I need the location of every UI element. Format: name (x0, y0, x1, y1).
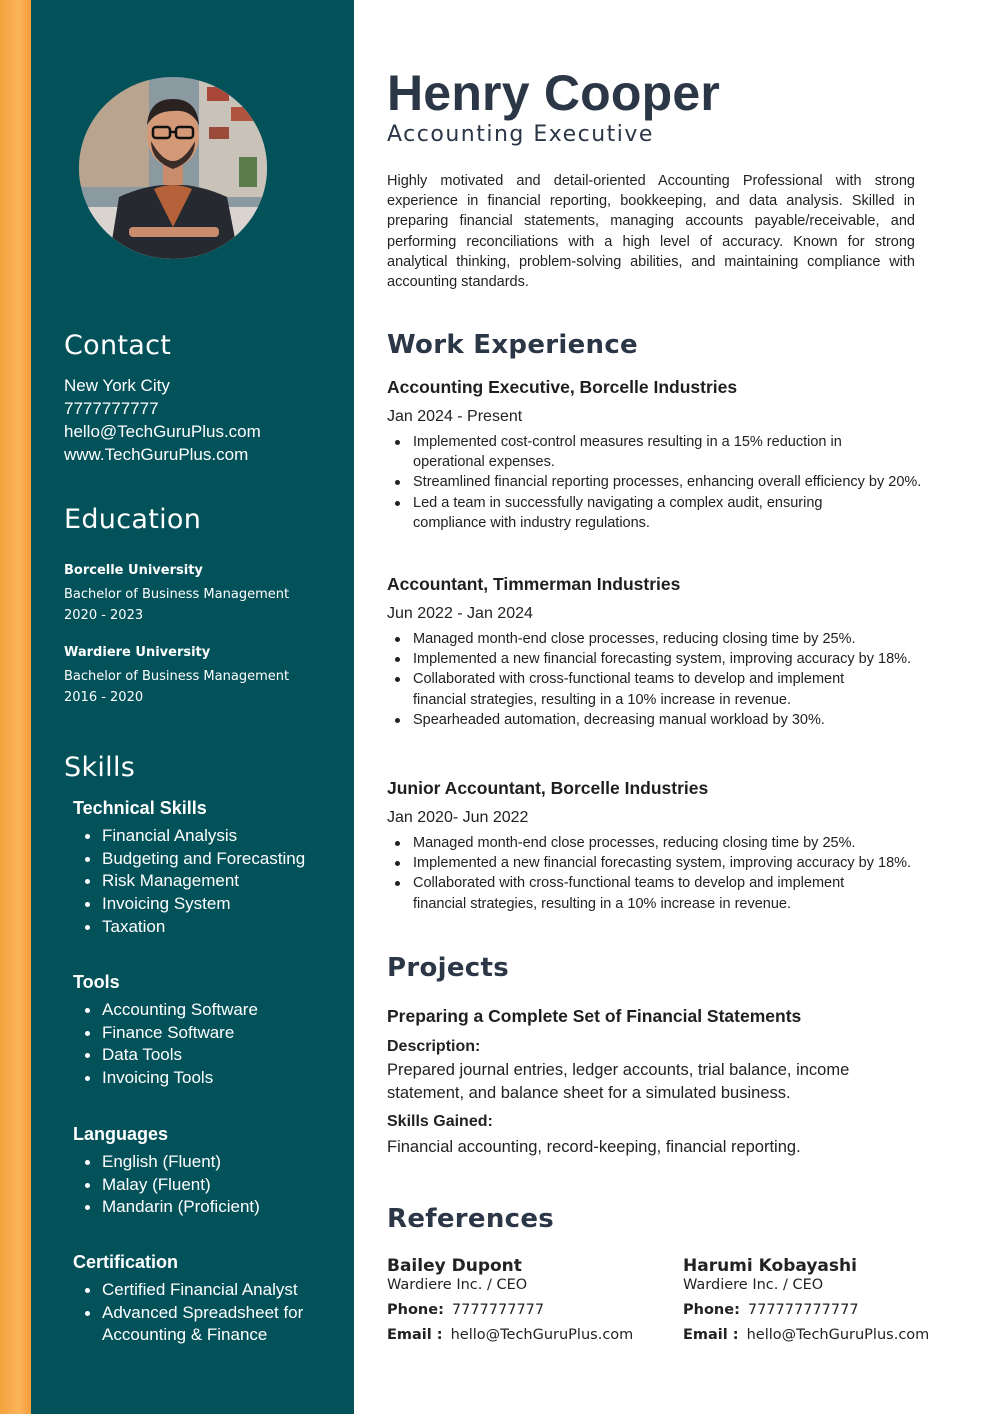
contact-phone: 7777777777 (64, 399, 159, 418)
profile-summary: Highly motivated and detail-oriented Accounting Professional with strong experience in financial reporting, bookkeeping, and data analysis. Skilled in preparing financial statements, managing accounts payable/receivable, and performing reconciliations with a high level of accuracy. Known for strong analytical thinking, problem-solving abilities, and maintaining compliance with accounting standards. (387, 173, 915, 291)
candidate-name: Henry Cooper (387, 65, 721, 121)
skill-group-certification (73, 1251, 353, 1347)
education-degree: Bachelor of Business Management (64, 587, 290, 602)
job-entry (387, 376, 932, 533)
reference-phone-row (683, 1301, 973, 1319)
reference-phone-row (387, 1301, 677, 1319)
reference-phone: 777777777777 (747, 1302, 859, 1318)
job-bullet: Collaborated with cross-functional teams to develop and implement financial strategies, resulting in a 10% increase in revenue. (387, 669, 932, 709)
work-experience-heading: Work Experience (387, 330, 638, 360)
skill-group-tools (73, 971, 353, 1090)
reference-name: Harumi Kobayashi (683, 1256, 857, 1276)
reference-phone-label: Phone: (387, 1302, 444, 1318)
job-title: Junior Accountant, Borcelle Industries (387, 778, 709, 798)
job-entry (387, 573, 932, 730)
education-heading: Education (64, 504, 202, 535)
job-bullet: Spearheaded automation, decreasing manual workload by 30%. (387, 710, 932, 730)
education-school: Wardiere University (64, 645, 211, 660)
skill-item: Accounting Software (73, 999, 353, 1022)
contact-list (64, 374, 261, 466)
education-item (64, 562, 289, 626)
skill-item: Taxation (73, 916, 353, 939)
reference-email-label: Email : (683, 1327, 739, 1343)
job-bullets (387, 833, 932, 914)
skills-heading: Skills (64, 752, 136, 783)
reference-email[interactable]: hello@TechGuruPlus.com (450, 1327, 634, 1343)
reference-email-row (683, 1326, 973, 1344)
skill-item: Invoicing System (73, 893, 353, 916)
job-bullet: Streamlined financial reporting processes, enhancing overall efficiency by 20%. (387, 472, 932, 492)
job-dates: Jan 2024 - Present (387, 408, 523, 425)
job-bullets (387, 629, 932, 730)
skill-group-title: Certification (73, 1252, 179, 1272)
job-title: Accountant, Timmerman Industries (387, 574, 681, 594)
skill-group-title: Languages (73, 1124, 169, 1144)
job-bullet: Managed month-end close processes, reducing closing time by 25%. (387, 629, 932, 649)
project-skills-label: Skills Gained: (387, 1113, 493, 1130)
skill-group-technical (73, 797, 353, 939)
contact-email[interactable]: hello@TechGuruPlus.com (64, 422, 261, 441)
skill-item: Mandarin (Proficient) (73, 1196, 353, 1219)
skill-group-title: Tools (73, 972, 120, 992)
reference-org: Wardiere Inc. / CEO (387, 1277, 528, 1293)
sidebar (31, 0, 354, 1414)
reference-email-row (387, 1326, 677, 1344)
project-description-label: Description: (387, 1038, 481, 1055)
reference-email-label: Email : (387, 1327, 443, 1343)
skill-item: Data Tools (73, 1044, 353, 1067)
job-bullet: Implemented a new financial forecasting system, improving accuracy by 18%. (387, 853, 932, 873)
education-item (64, 644, 289, 708)
project-skills: Financial accounting, record-keeping, financial reporting. (387, 1138, 801, 1156)
education-years: 2016 - 2020 (64, 690, 144, 705)
job-bullet: Managed month-end close processes, reducing closing time by 25%. (387, 833, 932, 853)
education-years: 2020 - 2023 (64, 608, 144, 623)
reference-card (387, 1256, 677, 1344)
skill-list (73, 1279, 353, 1347)
skill-item: Invoicing Tools (73, 1067, 353, 1090)
job-bullet: Collaborated with cross-functional teams to develop and implement financial strategies, resulting in a 10% increase in revenue. (387, 873, 932, 913)
project-title: Preparing a Complete Set of Financial Statements (387, 1006, 802, 1026)
education-school: Borcelle University (64, 563, 203, 578)
projects-heading: Projects (387, 953, 510, 983)
job-title: Accounting Executive, Borcelle Industries (387, 377, 738, 397)
skill-list (73, 1151, 353, 1219)
reference-card (683, 1256, 973, 1344)
education-degree: Bachelor of Business Management (64, 669, 290, 684)
candidate-role: Accounting Executive (387, 122, 654, 147)
reference-phone-label: Phone: (683, 1302, 740, 1318)
reference-name: Bailey Dupont (387, 1256, 522, 1276)
skill-group-title: Technical Skills (73, 798, 207, 818)
job-entry (387, 777, 932, 914)
skill-item: English (Fluent) (73, 1151, 353, 1174)
profile-photo-illustration (79, 77, 267, 259)
skill-item: Financial Analysis (73, 825, 353, 848)
skill-item: Finance Software (73, 1022, 353, 1045)
job-dates: Jan 2020- Jun 2022 (387, 809, 529, 826)
job-bullet: Led a team in successfully navigating a complex audit, ensuring compliance with industry regulations. (387, 493, 932, 533)
skill-item: Risk Management (73, 870, 353, 893)
profile-photo (79, 77, 267, 259)
skill-item: Budgeting and Forecasting (73, 848, 353, 871)
skill-group-languages (73, 1123, 353, 1219)
skill-list (73, 825, 353, 939)
contact-heading: Contact (64, 330, 172, 361)
skill-list (73, 999, 353, 1090)
skill-item: Advanced Spreadsheet for Accounting & Finance (73, 1302, 318, 1347)
job-bullet: Implemented cost-control measures resulting in a 15% reduction in operational expenses. (387, 432, 932, 472)
skill-item: Certified Financial Analyst (73, 1279, 353, 1302)
contact-website[interactable]: www.TechGuruPlus.com (64, 445, 249, 464)
project-description: Prepared journal entries, ledger accounts, trial balance, income statement, and balance sheet for a simulated business. (387, 1061, 850, 1102)
references-heading: References (387, 1204, 555, 1234)
job-bullets (387, 432, 932, 533)
skill-item: Malay (Fluent) (73, 1174, 353, 1197)
contact-location: New York City (64, 376, 170, 395)
main-column (387, 0, 932, 1414)
reference-email[interactable]: hello@TechGuruPlus.com (746, 1327, 930, 1343)
job-bullet: Implemented a new financial forecasting system, improving accuracy by 18%. (387, 649, 932, 669)
reference-org: Wardiere Inc. / CEO (683, 1277, 824, 1293)
reference-phone: 7777777777 (451, 1302, 545, 1318)
job-dates: Jun 2022 - Jan 2024 (387, 605, 533, 622)
accent-strip (0, 0, 31, 1414)
